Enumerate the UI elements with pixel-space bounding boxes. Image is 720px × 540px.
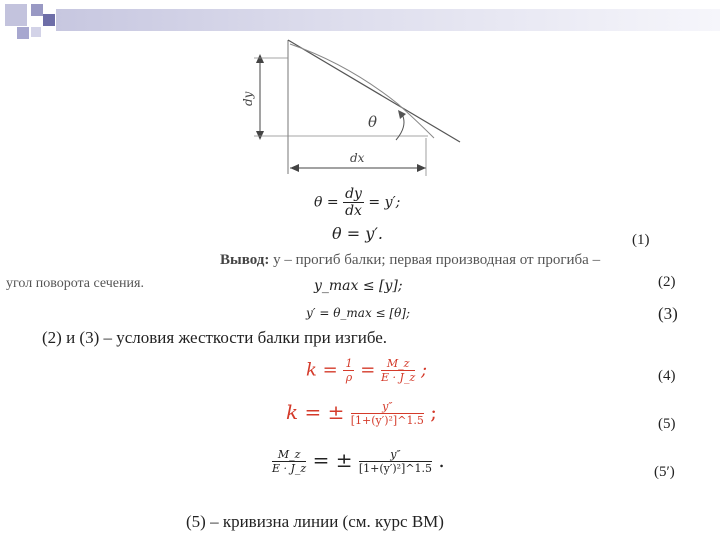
eq1-rhs: = y′; xyxy=(368,194,401,211)
conclusion-rest: y – прогиб балки; первая производная от прогиба – xyxy=(269,252,601,268)
eq5p-mid: = ± xyxy=(312,448,353,472)
dy-dx-fraction xyxy=(343,186,364,219)
eq5p-num2: y″ xyxy=(359,448,432,462)
stiffness-conditions-text: (2) и (3) – условия жесткости балки при изгибе. xyxy=(42,328,388,347)
eq-number-2: (2) xyxy=(658,274,676,290)
eq4-num2: M_z xyxy=(381,357,415,371)
eq-number-5-prime: (5′) xyxy=(654,464,675,480)
eq4-end: ; xyxy=(420,359,428,381)
frac-den: dx xyxy=(345,203,362,219)
eq-number-5: (5) xyxy=(658,416,676,432)
footer-text: (5) – кривизна линии (см. курс ВМ) xyxy=(186,512,444,531)
tangent-diagram xyxy=(238,34,474,184)
curvature-eq-5 xyxy=(286,400,437,427)
eq4-lhs: k = xyxy=(306,359,338,381)
deco-square xyxy=(31,4,43,16)
conclusion-text xyxy=(220,252,600,269)
conclusion-continued: угол поворота сечения. xyxy=(6,276,144,291)
theta-eq-line2: θ = y′. xyxy=(332,224,383,243)
deco-square xyxy=(43,14,55,26)
dx-label: dx xyxy=(350,151,365,165)
eq-number-4: (4) xyxy=(658,368,676,384)
curvature-eq-4 xyxy=(306,357,427,384)
eq-number-1: (1) xyxy=(632,232,650,248)
eq5-num: y″ xyxy=(351,400,424,414)
eq5p-den2: [1+(y′)²]^1.5 xyxy=(358,462,433,475)
eq5-lhs: k = ± xyxy=(286,400,345,424)
theta-label: θ xyxy=(368,113,378,131)
eq1-lhs: θ = xyxy=(314,194,339,211)
frac-num: dy xyxy=(345,186,362,202)
eq-number-3: (3) xyxy=(658,304,678,323)
eq5p-frac1 xyxy=(272,448,306,475)
eq4-den1: ρ xyxy=(345,371,353,384)
eq5p-den1: E · J_z xyxy=(272,462,307,475)
curvature-eq-5-prime xyxy=(272,448,445,475)
eq4-den2: E · J_z xyxy=(381,371,416,384)
eq5p-frac2 xyxy=(359,448,432,475)
eq5-end: ; xyxy=(430,400,438,424)
theta-derivative-eq xyxy=(314,186,400,219)
conclusion-bold: Вывод: xyxy=(220,252,270,268)
title-bar xyxy=(56,9,720,31)
eq4-frac2 xyxy=(381,357,415,384)
dy-label: dy xyxy=(241,91,255,106)
condition-deflection: y_max ≤ [y]; xyxy=(314,278,403,294)
eq5p-num1: M_z xyxy=(272,448,306,462)
deco-square xyxy=(31,27,41,37)
deco-square xyxy=(5,4,27,26)
eq4-mid: = xyxy=(360,359,376,381)
eq4-num1: 1 xyxy=(345,357,353,370)
condition-angle: y′ = θ_max ≤ [θ]; xyxy=(306,306,411,320)
eq5-frac xyxy=(351,400,424,427)
eq5-den: [1+(y′)²]^1.5 xyxy=(350,414,424,427)
eq4-frac1 xyxy=(343,357,354,384)
eq5p-end: . xyxy=(438,448,445,472)
deco-square xyxy=(17,27,29,39)
